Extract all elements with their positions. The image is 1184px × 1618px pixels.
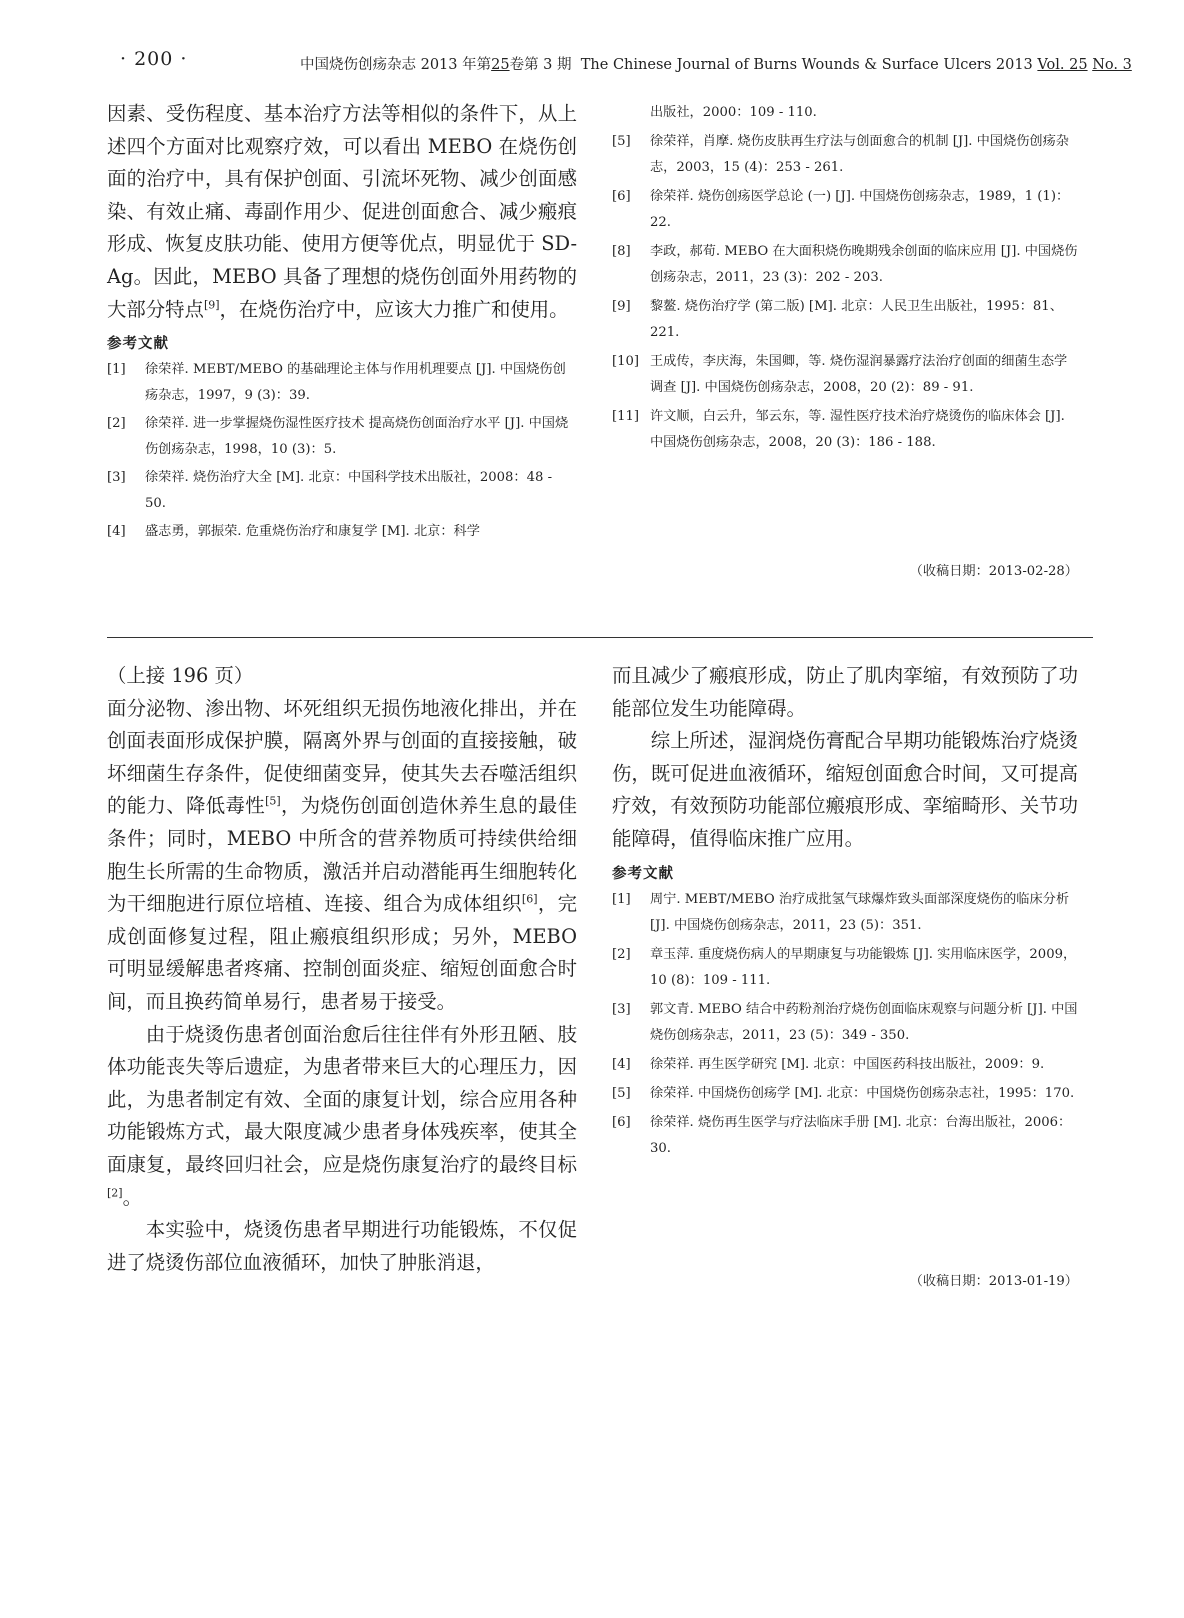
reference-number: [6] bbox=[612, 189, 631, 204]
reference-text: 徐荣祥. MEBT/MEBO 的基础理论主体与作用机理要点 [J]. 中国烧伤创疡杂志，1997，9 (3)：39. bbox=[145, 362, 566, 404]
reference-item bbox=[107, 357, 577, 409]
reference-item bbox=[612, 294, 1078, 346]
reference-item bbox=[107, 465, 577, 517]
reference-number: [2] bbox=[107, 416, 126, 432]
body-paragraph: 而且减少了瘢痕形成，防止了肌肉挛缩，有效预防了功能部位发生功能障碍。 bbox=[612, 664, 1078, 720]
reference-list bbox=[612, 887, 1078, 1162]
reference-text: 周宁. MEBT/MEBO 治疗成批氢气球爆炸致头面部深度烧伤的临床分析 [J]. 中国烧伤创疡杂志，2011，23 (5)：351. bbox=[650, 891, 1070, 933]
reference-item bbox=[612, 239, 1078, 291]
reference-list bbox=[107, 357, 577, 545]
bottom-left-column bbox=[107, 660, 577, 1279]
page-header bbox=[0, 0, 1184, 80]
body-paragraph bbox=[107, 693, 577, 1019]
journal-en-number: No. 3 bbox=[1092, 57, 1132, 73]
reference-text: 章玉萍. 重度烧伤病人的早期康复与功能锻炼 [J]. 实用临床医学，2009，10 (8)：109 - 111. bbox=[650, 946, 1077, 988]
reference-item bbox=[107, 519, 577, 545]
reference-text: 徐荣祥. 烧伤再生医学与疗法临床手册 [M]. 北京：台海出版社，2006：30. bbox=[650, 1114, 1072, 1156]
journal-cn-a: 中国烧伤创疡杂志 2013 年第 bbox=[300, 57, 492, 73]
reference-number: [1] bbox=[612, 891, 631, 907]
reference-item bbox=[612, 887, 1078, 939]
paragraph-text: 由于烧烫伤患者创面治愈后往往伴有外形丑陋、肢体功能丧失等后遗症，为患者带来巨大的心理压力，因此，为患者制定有效、全面的康复计划，综合应用各种功能锻炼方式，最大限度减少患者身体残疾率，使其全面康复，最终回归社会，应是烧伤康复治疗的最终目标 bbox=[107, 1022, 577, 1176]
reference-text: 李政，郝荀. MEBO 在大面积烧伤晚期残余创面的临床应用 [J]. 中国烧伤创疡杂志，2011，23 (3)：202 - 203. bbox=[650, 244, 1078, 285]
reference-list bbox=[612, 100, 1078, 456]
conclusion-paragraph bbox=[107, 98, 577, 326]
reference-item bbox=[612, 129, 1078, 181]
reference-number: [9] bbox=[612, 299, 631, 314]
citation: [2] bbox=[107, 1186, 123, 1200]
reference-number: [4] bbox=[107, 524, 126, 540]
received-date: （收稿日期：2013-02-28） bbox=[909, 564, 1078, 579]
top-right-column bbox=[612, 100, 1078, 459]
reference-item bbox=[612, 1052, 1078, 1078]
citation: [6] bbox=[521, 892, 538, 906]
reference-text: 出版社，2000：109 - 110. bbox=[650, 105, 817, 120]
top-left-column bbox=[107, 98, 577, 547]
reference-item bbox=[612, 1081, 1078, 1107]
reference-number: [10] bbox=[612, 354, 640, 369]
journal-en-volume: Vol. 25 bbox=[1037, 57, 1088, 73]
journal-cn-b: 卷第 3 期 bbox=[509, 57, 572, 73]
reference-number: [6] bbox=[612, 1114, 631, 1130]
body-paragraph: 本实验中，烧烫伤患者早期进行功能锻炼，不仅促进了烧烫伤部位血液循环，加快了肿胀消退， bbox=[107, 1218, 577, 1274]
reference-text: 徐荣祥. 进一步掌握烧伤湿性医疗技术 提高烧伤创面治疗水平 [J]. 中国烧伤创疡杂志，1998，10 (3)：5. bbox=[145, 416, 569, 458]
reference-number: [2] bbox=[612, 946, 631, 962]
reference-item bbox=[612, 100, 1078, 126]
reference-number bbox=[612, 100, 650, 126]
reference-item bbox=[612, 184, 1078, 236]
reference-text: 盛志勇，郭振荣. 危重烧伤治疗和康复学 [M]. 北京：科学 bbox=[145, 524, 480, 540]
reference-text: 郭文青. MEBO 结合中药粉剂治疗烧伤创面临床观察与问题分析 [J]. 中国烧伤创疡杂志，2011，23 (5)：349 - 350. bbox=[650, 1001, 1078, 1043]
paragraph-text: 因素、受伤程度、基本治疗方法等相似的条件下，从上述四个方面对比观察疗效，可以看出 MEBO 在烧伤创面的治疗中，具有保护创面、引流坏死物、减少创面感染、有效止痛、毒副作用少、促进创面愈合、减少瘢痕形成、恢复皮肤功能、使用方便等优点，明显优于 SD-Ag。因此，MEBO 具备了理想的烧伤创面外用药物的大部分特点 bbox=[107, 102, 577, 321]
citation: [5] bbox=[265, 794, 281, 808]
journal-cn-volume: 25 bbox=[491, 57, 510, 73]
reference-text: 许文顺，白云升，邹云东，等. 湿性医疗技术治疗烧烫伤的临床体会 [J]. 中国烧伤创疡杂志，2008，20 (3)：186 - 188. bbox=[650, 409, 1065, 450]
reference-text: 徐荣祥，肖摩. 烧伤皮肤再生疗法与创面愈合的机制 [J]. 中国烧伤创疡杂志，2003，15 (4)：253 - 261. bbox=[650, 134, 1069, 175]
reference-number: [3] bbox=[107, 470, 126, 486]
paragraph-text: ，为烧伤创面创造休养生息的最佳条件；同时，MEBO 中所含的营养物质可持续供给细胞生长所需的生命物质，激活并启动潜能再生细胞转化为干细胞进行原位培植、连接、组合为成体组织 bbox=[107, 794, 578, 916]
reference-text: 徐荣祥. 烧伤创疡医学总论 (一) [J]. 中国烧伤创疡杂志，1989，1 (1)：22. bbox=[650, 189, 1070, 230]
page-number: · 200 · bbox=[120, 48, 188, 70]
journal-en-a: The Chinese Journal of Burns Wounds & Surface Ulcers 2013 bbox=[580, 57, 1033, 73]
reference-text: 王成传，李庆海，朱国卿，等. 烧伤湿润暴露疗法治疗创面的细菌生态学调查 [J]. 中国烧伤创疡杂志，2008，20 (2)：89 - 91. bbox=[650, 354, 1068, 395]
references-title: 参考文献 bbox=[612, 865, 674, 882]
continued-from-note: （上接 196 页） bbox=[107, 664, 254, 687]
references-title: 参考文献 bbox=[107, 336, 169, 353]
reference-item bbox=[612, 997, 1078, 1049]
reference-text: 徐荣祥. 再生医学研究 [M]. 北京：中国医药科技出版社，2009：9. bbox=[650, 1056, 1045, 1072]
reference-item bbox=[612, 349, 1078, 401]
reference-number: [4] bbox=[612, 1056, 631, 1072]
reference-number: [11] bbox=[612, 409, 640, 424]
article-divider bbox=[107, 637, 1093, 638]
paragraph-text: 面分泌物、渗出物、坏死组织无损伤地液化排出，并在创面表面形成保护膜，隔离外界与创面的直接接触，破坏细菌生存条件，促使细菌变异，使其失去吞噬活组织的能力、降低毒性 bbox=[107, 696, 577, 818]
reference-text: 徐荣祥. 烧伤治疗大全 [M]. 北京：中国科学技术出版社，2008：48 - 50. bbox=[145, 470, 553, 512]
reference-item bbox=[612, 942, 1078, 994]
reference-number: [5] bbox=[612, 134, 631, 149]
reference-item bbox=[612, 1110, 1078, 1162]
reference-item bbox=[107, 411, 577, 463]
journal-running-title bbox=[300, 53, 1132, 74]
reference-number: [1] bbox=[107, 362, 126, 378]
reference-text: 黎鳌. 烧伤治疗学 (第二版) [M]. 北京：人民卫生出版社，1995：81、221. bbox=[650, 299, 1063, 340]
paragraph-text: ，完成创面修复过程，阻止瘢痕组织形成；另外，MEBO 可明显缓解患者疼痛、控制创面炎症、缩短创面愈合时间，而且换药简单易行，患者易于接受。 bbox=[107, 892, 578, 1013]
conclusion-paragraph: 综上所述，湿润烧伤膏配合早期功能锻炼治疗烧烫伤，既可促进血液循环，缩短创面愈合时间，又可提高疗效，有效预防功能部位瘢痕形成、挛缩畸形、关节功能障碍，值得临床推广应用。 bbox=[612, 729, 1078, 850]
reference-number: [3] bbox=[612, 1001, 631, 1017]
body-paragraph bbox=[107, 1019, 577, 1215]
bottom-right-column bbox=[612, 660, 1078, 1165]
reference-item bbox=[612, 404, 1078, 456]
citation: [9] bbox=[203, 298, 220, 312]
reference-text: 徐荣祥. 中国烧伤创疡学 [M]. 北京：中国烧伤创疡杂志社，1995：170. bbox=[650, 1085, 1075, 1101]
reference-number: [8] bbox=[612, 244, 631, 259]
paragraph-tail: 。 bbox=[122, 1185, 142, 1209]
reference-number: [5] bbox=[612, 1085, 631, 1101]
paragraph-tail: ，在烧伤治疗中，应该大力推广和使用。 bbox=[219, 297, 569, 321]
received-date: （收稿日期：2013-01-19） bbox=[909, 1274, 1078, 1289]
